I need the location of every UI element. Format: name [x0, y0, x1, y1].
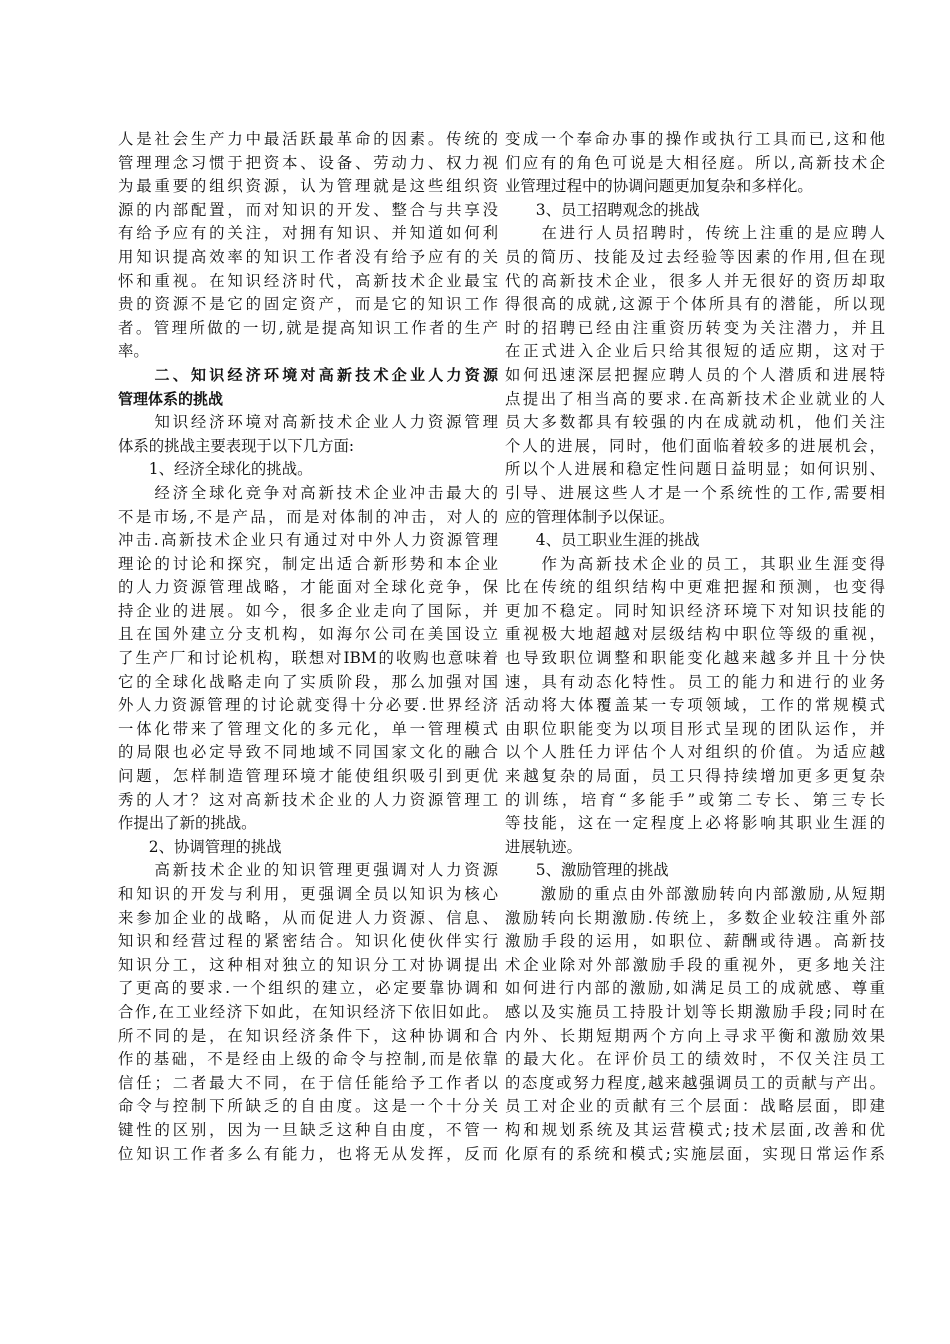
text-line: 知识和经营过程的紧密结合。知识化使伙伴实行 [118, 932, 498, 951]
text-line: 所以个人进展和稳定性问题日益明显；如何识别、 [505, 460, 885, 479]
text-line: 来参加企业的战略，从而促进人力资源、信息、 [118, 908, 498, 927]
text-line: 也导致职位调整和职能变化越来越多并且十分快 [505, 649, 885, 668]
text-line: 感以及实施员工持股计划等长期激励手段;同时在 [505, 1002, 885, 1021]
text-line: 体系的挑战主要表现于以下几方面: [118, 436, 355, 455]
text-line: 在进行人员招聘时，传统上注重的是应聘人 [505, 224, 885, 243]
text-line: 问题，怎样制造管理环境才能使组织吸引到更优 [118, 767, 498, 786]
text-line: 员工对企业的贡献有三个层面：战略层面，即建 [505, 1097, 885, 1116]
text-line: 所不同的是，在知识经济条件下，这种协调和合 [118, 1026, 498, 1045]
text-line: 员大多数都具有较强的内在成就动机，他们关注 [505, 413, 885, 432]
text-line: 知识分工，这种相对独立的知识分工对协调提出 [118, 955, 498, 974]
text-line: 3、员工招聘观念的挑战 [505, 200, 700, 219]
section-heading-line: 管理体系的挑战 [118, 389, 224, 408]
text-line: 秀的人才？这对高新技术企业的人力资源管理工 [118, 790, 498, 809]
text-line: 如何进行内部的激励,如满足员工的成就感、尊重 [505, 979, 885, 998]
text-line: 代的高新技术企业，很多人并无很好的资历却取 [505, 271, 885, 290]
text-line: 活动将大体覆盖某一专项领域，工作的常规模式 [505, 696, 885, 715]
text-line: 5、激励管理的挑战 [505, 861, 669, 880]
text-line: 以个人胜任力评估个人对组织的价值。为适应越 [505, 743, 885, 762]
text-line: 为最重要的组织资源，认为管理就是这些组织资 [118, 177, 498, 196]
text-line: 的训练，培育“多能手”或第二专长、第三专长 [505, 790, 885, 809]
text-line: 和知识的开发与利用，更强调全员以知识为核心 [118, 885, 498, 903]
text-line: 外人力资源管理的讨论就变得十分必要.世界经济 [118, 696, 498, 715]
text-line: 的局限也必定导致不同地域不同国家文化的融合 [118, 743, 498, 762]
text-line: 用知识提高效率的知识工作者没有给予应有的关 [118, 247, 498, 266]
text-line: 内外、长期短期两个方向上寻求平衡和激励效果 [505, 1026, 885, 1045]
text-line: 了更高的要求.一个组织的建立，必定要靠协调和 [118, 979, 498, 998]
text-line: 率。 [118, 342, 149, 361]
text-line: 速，具有动态化特性。员工的能力和进行的业务 [505, 672, 885, 691]
right-text-column [505, 128, 885, 1166]
text-line: 变成一个奉命办事的操作或执行工具而已,这和他 [505, 130, 885, 148]
text-line: 理论的讨论和探究，制定出适合新形势和本企业 [118, 554, 498, 573]
text-line: 信任；二者最大不同，在于信任能给予工作者以 [118, 1073, 498, 1092]
text-line: 由职位职能变为以项目形式呈现的团队运作，并 [505, 719, 885, 738]
text-line: 的人力资源管理战略，才能面对全球化竞争，保 [118, 578, 498, 597]
text-line: 作的基础，不是经由上级的命令与控制,而是依靠 [118, 1050, 498, 1069]
text-line: 经济全球化竞争对高新技术企业冲击最大的 [118, 483, 498, 502]
text-line: 了生产厂和讨论机构，联想对IBM的收购也意味着 [118, 649, 498, 668]
text-line: 一体化带来了管理文化的多元化，单一管理模式 [118, 719, 498, 738]
text-line: 引导、进展这些人才是一个系统性的工作,需要相 [505, 483, 885, 502]
section-heading-line: 二、知识经济环境对高新技术企业人力资源 [118, 365, 498, 384]
text-line: 激励手段的运用，如职位、薪酬或待遇。高新技 [505, 932, 885, 951]
text-line: 知识经济环境对高新技术企业人力资源管理 [118, 413, 498, 432]
text-line: 作为高新技术企业的员工，其职业生涯变得 [505, 554, 885, 573]
text-line: 应的管理体制予以保证。 [505, 507, 675, 526]
text-line: 员的简历、技能及过去经验等因素的作用,但在现 [505, 247, 885, 266]
text-line: 激励转向长期激励.传统上，多数企业较注重外部 [505, 908, 885, 927]
text-line: 合作,在工业经济下如此，在知识经济下依旧如此。 [118, 1002, 498, 1021]
text-line: 它的全球化战略走向了实质阶段，那么加强对国 [118, 672, 498, 691]
text-line: 位知识工作者多么有能力，也将无从发挥，反而 [118, 1144, 498, 1163]
text-line: 得很高的成就,这源于个体所具有的潜能，所以现 [505, 295, 885, 314]
text-line: 化原有的系统和模式;实施层面，实现日常运作系 [505, 1144, 885, 1163]
text-line: 持企业的进展。如今，很多企业走向了国际，并 [118, 601, 498, 620]
text-line: 怀和重视。在知识经济时代，高新技术企业最宝 [118, 271, 498, 290]
text-line: 冲击.高新技术企业只有通过对中外人力资源管理 [118, 531, 498, 550]
text-line: 个人的进展，同时，他们面临着较多的进展机会， [505, 436, 885, 455]
text-line: 者。管理所做的一切,就是提高知识工作者的生产 [118, 318, 498, 337]
text-line: 激励的重点由外部激励转向内部激励,从短期 [505, 885, 885, 903]
text-line: 2、协调管理的挑战 [118, 837, 282, 856]
text-line: 们应有的角色可说是大相径庭。所以,高新技术企 [505, 153, 885, 172]
text-line: 不是市场,不是产品，而是对体制的冲击，对人的 [118, 507, 498, 526]
text-line: 来越复杂的局面，员工只得持续增加更多更复杂 [505, 767, 885, 786]
text-line: 时的招聘已经由注重资历转变为关注潜力，并且 [505, 318, 885, 337]
text-line: 构和规划系统及其运营模式;技术层面,改善和优 [505, 1120, 885, 1139]
text-line: 4、员工职业生涯的挑战 [505, 531, 700, 550]
text-line: 高新技术企业的知识管理更强调对人力资源 [118, 861, 498, 880]
text-line: 进展轨迹。 [505, 837, 582, 856]
text-line: 更加不稳定。同时知识经济环境下对知识技能的 [505, 601, 885, 620]
text-line: 在正式进入企业后只给其很短的适应期，这对于 [505, 342, 885, 361]
left-text-column [118, 128, 498, 1166]
text-line: 的最大化。在评价员工的绩效时，不仅关注员工 [505, 1050, 885, 1069]
text-line: 有给予应有的关注，对拥有知识、并知道如何利 [118, 224, 498, 243]
text-line: 源的内部配置，而对知识的开发、整合与共享没 [118, 200, 498, 219]
text-line: 术企业除对外部激励手段的重视外，更多地关注 [505, 955, 885, 974]
text-line: 等技能，这在一定程度上必将影响其职业生涯的 [505, 814, 885, 833]
text-line: 贵的资源不是它的固定资产，而是它的知识工作 [118, 295, 498, 314]
text-line: 如何迅速深层把握应聘人员的个人潜质和进展特 [505, 365, 885, 384]
text-line: 作提出了新的挑战。 [118, 814, 257, 833]
text-line: 业管理过程中的协调问题更加复杂和多样化。 [505, 177, 813, 196]
text-line: 重视极大地超越对层级结构中职位等级的重视， [505, 625, 885, 644]
text-line: 的态度或努力程度,越来越强调员工的贡献与产出。 [505, 1073, 885, 1092]
text-line: 管理理念习惯于把资本、设备、劳动力、权力视 [118, 153, 498, 172]
text-line: 1、经济全球化的挑战。 [118, 460, 313, 479]
text-line: 键性的区别，因为一旦缺乏这种自由度，不管一 [118, 1120, 498, 1139]
text-line: 点提出了相当高的要求.在高新技术企业就业的人 [505, 389, 885, 408]
text-line: 且在国外建立分支机构，如海尔公司在美国设立 [118, 625, 498, 644]
text-line: 比在传统的组织结构中更难把握和预测，也变得 [505, 578, 885, 597]
text-line: 命令与控制下所缺乏的自由度。这是一个十分关 [118, 1097, 498, 1116]
text-line: 人是社会生产力中最活跃最革命的因素。传统的 [118, 130, 498, 148]
